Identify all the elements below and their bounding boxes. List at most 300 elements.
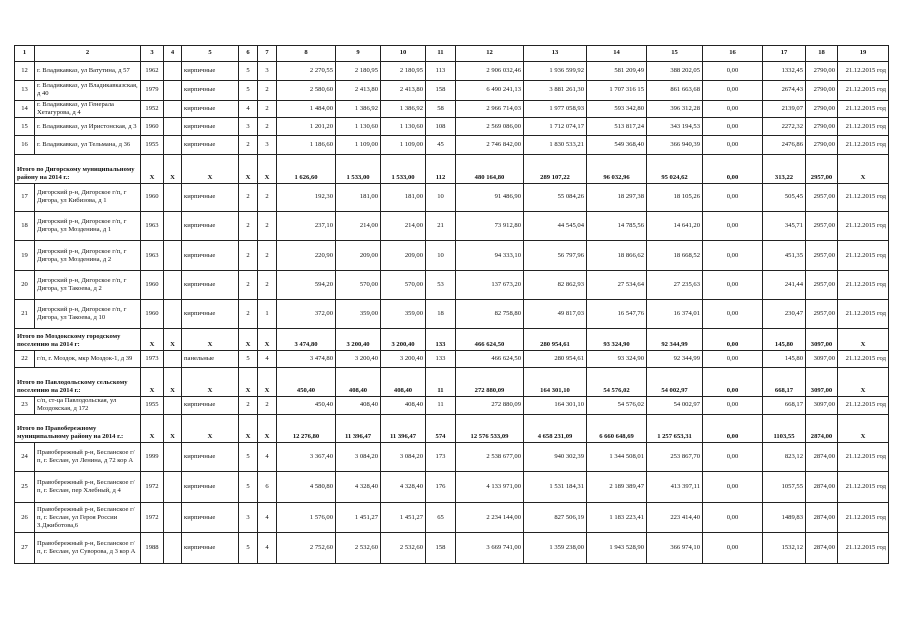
table-cell: 0,00 [703, 136, 763, 155]
table-cell: 2 [258, 183, 277, 211]
address-cell: Дигорский р-н, Дигорское г/п, г Дигора, ул Мозденина, д 2 [35, 241, 141, 270]
table-cell: 408,40 [336, 368, 381, 396]
table-cell: 95 024,62 [647, 155, 703, 183]
table-cell: 164 301,10 [524, 396, 587, 414]
table-cell: 241,44 [763, 270, 806, 299]
table-cell: 0,00 [703, 183, 763, 211]
table-cell: 0,00 [703, 300, 763, 328]
table-cell: 12 576 533,09 [456, 414, 524, 442]
table-cell: 21.12.2015 год [838, 241, 889, 270]
table-cell: 3097,00 [806, 368, 838, 396]
column-number: 18 [806, 46, 838, 62]
table-cell: 1 130,60 [336, 118, 381, 136]
table-cell: 2 270,55 [277, 61, 336, 80]
row-number: 17 [15, 183, 35, 211]
table-cell: 145,80 [763, 328, 806, 350]
row-number: 21 [15, 300, 35, 328]
table-cell: 3 474,80 [277, 328, 336, 350]
row-number: 15 [15, 118, 35, 136]
table-cell: 223 414,40 [647, 502, 703, 532]
table-cell: 272 880,09 [456, 368, 524, 396]
table-cell: 1 201,20 [277, 118, 336, 136]
row-number: 22 [15, 350, 35, 368]
table-cell: 2874,00 [806, 414, 838, 442]
table-cell: 2 189 389,47 [587, 472, 647, 502]
table-cell [164, 211, 182, 240]
table-cell: 1 186,60 [277, 136, 336, 155]
table-cell: кирпичные [182, 396, 239, 414]
table-cell: кирпичные [182, 100, 239, 118]
table-cell: X [182, 328, 239, 350]
table-cell: 2874,00 [806, 502, 838, 532]
table-row [15, 300, 889, 328]
table-cell: 2874,00 [806, 443, 838, 472]
table-cell [164, 502, 182, 532]
table-cell: 0,00 [703, 211, 763, 240]
table-row [15, 350, 889, 368]
table-row [15, 136, 889, 155]
table-cell: 280 954,61 [524, 350, 587, 368]
table-row [15, 100, 889, 118]
table-cell: 181,00 [381, 183, 426, 211]
table-cell: 230,47 [763, 300, 806, 328]
row-number: 12 [15, 61, 35, 80]
table-cell: 2957,00 [806, 300, 838, 328]
table-cell: 2 413,80 [381, 80, 426, 100]
table-cell: 92 344,99 [647, 328, 703, 350]
address-cell: г. Владикавказ, ул Иристонская, д 3 [35, 118, 141, 136]
table-cell: кирпичные [182, 80, 239, 100]
table-cell: 2957,00 [806, 211, 838, 240]
row-number: 27 [15, 533, 35, 564]
table-cell: 574 [426, 414, 456, 442]
table-cell: кирпичные [182, 211, 239, 240]
table-cell: 668,17 [763, 368, 806, 396]
table-cell: 3 [258, 136, 277, 155]
table-cell: 21.12.2015 год [838, 211, 889, 240]
table-cell: 3 [239, 502, 258, 532]
table-cell: 44 545,04 [524, 211, 587, 240]
table-cell: панельные [182, 350, 239, 368]
table-cell: X [838, 328, 889, 350]
table-cell: 4 [258, 502, 277, 532]
table-cell: 1955 [141, 136, 164, 155]
table-cell: 0,00 [703, 100, 763, 118]
table-cell: 2790,00 [806, 100, 838, 118]
table-cell: 1973 [141, 350, 164, 368]
table-cell: 54 576,02 [587, 368, 647, 396]
subtotal-label: Итого по Моздокскому городскому поселению на 2014 г: [15, 328, 141, 350]
table-cell: 313,22 [763, 155, 806, 183]
table-cell: 1972 [141, 472, 164, 502]
table-cell [164, 472, 182, 502]
table-cell: 3 200,40 [381, 350, 426, 368]
table-cell [164, 136, 182, 155]
table-cell: X [838, 155, 889, 183]
table-cell: 1 257 653,31 [647, 414, 703, 442]
table-cell: 0,00 [703, 328, 763, 350]
table-cell: 1 626,60 [277, 155, 336, 183]
table-cell: 1962 [141, 61, 164, 80]
table-cell: 5 [239, 472, 258, 502]
table-cell: 513 817,24 [587, 118, 647, 136]
table-cell: 2 [258, 118, 277, 136]
table-cell: 3 367,40 [277, 443, 336, 472]
table-cell [164, 396, 182, 414]
table-cell: кирпичные [182, 472, 239, 502]
row-number: 13 [15, 80, 35, 100]
address-cell: Дигорский р-н, Дигорское г/п, г Дигора, ул Такоева, д 10 [35, 300, 141, 328]
table-cell: 54 002,97 [647, 368, 703, 396]
table-cell: 2874,00 [806, 472, 838, 502]
table-cell: 1963 [141, 241, 164, 270]
table-cell: 2476,86 [763, 136, 806, 155]
table-cell: 3 474,80 [277, 350, 336, 368]
table-cell: X [141, 414, 164, 442]
table-cell: 21.12.2015 год [838, 136, 889, 155]
table-cell: 14 785,56 [587, 211, 647, 240]
table-cell: 2790,00 [806, 61, 838, 80]
table-cell: 237,10 [277, 211, 336, 240]
table-cell: кирпичные [182, 270, 239, 299]
subtotal-row [15, 328, 889, 350]
table-cell: 10 [426, 241, 456, 270]
table-cell: 0,00 [703, 396, 763, 414]
table-row [15, 211, 889, 240]
table-cell: 4 [258, 350, 277, 368]
table-cell: X [164, 368, 182, 396]
table-cell: 6 490 241,13 [456, 80, 524, 100]
table-cell: 396 312,28 [647, 100, 703, 118]
table-cell: 359,00 [381, 300, 426, 328]
table-cell: кирпичные [182, 118, 239, 136]
table-cell: X [838, 368, 889, 396]
table-cell: 0,00 [703, 533, 763, 564]
table-cell: 27 534,64 [587, 270, 647, 299]
table-cell [164, 61, 182, 80]
column-number: 1 [15, 46, 35, 62]
table-cell: 2 180,95 [381, 61, 426, 80]
table-cell: 6 660 648,69 [587, 414, 647, 442]
table-cell: 2 [239, 270, 258, 299]
table-cell: 1979 [141, 80, 164, 100]
table-cell: 1 344 508,01 [587, 443, 647, 472]
table-cell: X [182, 368, 239, 396]
table-cell: 11 396,47 [336, 414, 381, 442]
table-cell: 209,00 [381, 241, 426, 270]
table-cell: X [258, 414, 277, 442]
table-cell: 450,40 [277, 368, 336, 396]
table-cell: 289 107,22 [524, 155, 587, 183]
table-cell: 3 084,20 [336, 443, 381, 472]
table-cell: 21.12.2015 год [838, 300, 889, 328]
subtotal-label: Итого по Дигорскому муниципальному району на 2014 г.: [15, 155, 141, 183]
table-cell: 0,00 [703, 414, 763, 442]
table-cell: 1 531 184,31 [524, 472, 587, 502]
table-cell: 272 880,09 [456, 396, 524, 414]
table-cell: 466 624,50 [456, 328, 524, 350]
table-cell: 2957,00 [806, 183, 838, 211]
housing-repair-table [14, 45, 889, 564]
table-row [15, 183, 889, 211]
table-cell: 505,45 [763, 183, 806, 211]
table-cell: 21.12.2015 год [838, 100, 889, 118]
table-row [15, 241, 889, 270]
table-cell: 1 707 316 15 [587, 80, 647, 100]
table-cell: кирпичные [182, 183, 239, 211]
table-cell: 2 180,95 [336, 61, 381, 80]
table-cell: 45 [426, 136, 456, 155]
row-number: 14 [15, 100, 35, 118]
table-cell: 2957,00 [806, 270, 838, 299]
table-cell: X [141, 328, 164, 350]
table-cell: 65 [426, 502, 456, 532]
table-cell: 14 641,20 [647, 211, 703, 240]
table-cell: 1 386,92 [336, 100, 381, 118]
table-cell: X [164, 155, 182, 183]
table-cell: 1 183 223,41 [587, 502, 647, 532]
table-cell: 2 413,80 [336, 80, 381, 100]
table-cell: 1988 [141, 533, 164, 564]
column-number: 9 [336, 46, 381, 62]
table-cell: X [258, 328, 277, 350]
column-number: 11 [426, 46, 456, 62]
address-cell: Дигорский р-н, Дигорское г/п, г Дигора, ул Кибизова, д 1 [35, 183, 141, 211]
table-row [15, 118, 889, 136]
column-number: 10 [381, 46, 426, 62]
table-row [15, 270, 889, 299]
table-cell: X [239, 414, 258, 442]
table-cell [164, 270, 182, 299]
table-cell: X [141, 368, 164, 396]
row-number: 24 [15, 443, 35, 472]
table-cell: 18 297,38 [587, 183, 647, 211]
table-cell: 0,00 [703, 241, 763, 270]
table-cell: 372,00 [277, 300, 336, 328]
table-cell: 3097,00 [806, 396, 838, 414]
table-cell: 11 396,47 [381, 414, 426, 442]
table-cell: 5 [239, 533, 258, 564]
table-cell: 0,00 [703, 61, 763, 80]
column-number: 15 [647, 46, 703, 62]
table-cell: 408,40 [381, 368, 426, 396]
table-cell: 466 624,50 [456, 350, 524, 368]
table-cell: 593 342,80 [587, 100, 647, 118]
table-cell: 1 109,00 [381, 136, 426, 155]
row-number: 18 [15, 211, 35, 240]
table-cell: 1 359 238,00 [524, 533, 587, 564]
table-cell: 94 333,10 [456, 241, 524, 270]
table-cell: 2139,07 [763, 100, 806, 118]
column-number: 6 [239, 46, 258, 62]
table-cell: 3 669 741,00 [456, 533, 524, 564]
table-cell: 1 386,92 [381, 100, 426, 118]
table-cell: 82 758,80 [456, 300, 524, 328]
table-cell: 2 [258, 241, 277, 270]
table-cell: 1532,12 [763, 533, 806, 564]
table-cell: 0,00 [703, 472, 763, 502]
table-cell: кирпичные [182, 533, 239, 564]
table-cell: 2 752,60 [277, 533, 336, 564]
table-cell: 570,00 [381, 270, 426, 299]
table-cell: 18 [426, 300, 456, 328]
table-cell: 2 [258, 211, 277, 240]
table-cell: 1 936 599,92 [524, 61, 587, 80]
table-cell: 3097,00 [806, 328, 838, 350]
table-cell: 0,00 [703, 350, 763, 368]
table-row [15, 472, 889, 502]
table-cell: 11 [426, 396, 456, 414]
table-cell: 164 301,10 [524, 368, 587, 396]
table-cell: 4 133 971,00 [456, 472, 524, 502]
column-number: 19 [838, 46, 889, 62]
column-number: 16 [703, 46, 763, 62]
column-number: 17 [763, 46, 806, 62]
table-cell: 5 [239, 443, 258, 472]
table-cell: 1955 [141, 396, 164, 414]
table-cell: 3097,00 [806, 350, 838, 368]
table-cell: 1 977 058,93 [524, 100, 587, 118]
table-row [15, 533, 889, 564]
table-cell: 137 673,20 [456, 270, 524, 299]
address-cell: г. Владикавказ, ул Тельмана, д 36 [35, 136, 141, 155]
table-cell: 1 130,60 [381, 118, 426, 136]
table-cell: 1057,55 [763, 472, 806, 502]
table-cell: X [239, 368, 258, 396]
table-cell: 181,00 [336, 183, 381, 211]
table-cell: 1 576,00 [277, 502, 336, 532]
table-cell: 82 862,93 [524, 270, 587, 299]
table-cell: 2 [239, 136, 258, 155]
table-cell: 4 [239, 100, 258, 118]
table-cell: 158 [426, 533, 456, 564]
table-cell: 54 576,02 [587, 396, 647, 414]
table-cell: 570,00 [336, 270, 381, 299]
table-cell: X [182, 414, 239, 442]
table-cell: 408,40 [336, 396, 381, 414]
table-cell [164, 118, 182, 136]
table-cell: 668,17 [763, 396, 806, 414]
table-cell: X [838, 414, 889, 442]
table-cell: 21.12.2015 год [838, 443, 889, 472]
table-cell: 2957,00 [806, 241, 838, 270]
table-cell [164, 241, 182, 270]
table-cell: 3 200,40 [336, 350, 381, 368]
table-cell: 2 746 842,00 [456, 136, 524, 155]
table-cell: 2 [239, 183, 258, 211]
table-cell: 56 797,96 [524, 241, 587, 270]
table-cell [164, 183, 182, 211]
table-cell: 823,12 [763, 443, 806, 472]
table-row [15, 80, 889, 100]
table-cell: 173 [426, 443, 456, 472]
table-cell: X [164, 414, 182, 442]
table-cell: 108 [426, 118, 456, 136]
table-cell: кирпичные [182, 61, 239, 80]
table-cell: 192,30 [277, 183, 336, 211]
table-cell: 2 [258, 396, 277, 414]
table-cell: 112 [426, 155, 456, 183]
table-cell: 253 867,70 [647, 443, 703, 472]
row-number: 23 [15, 396, 35, 414]
table-cell: 861 663,68 [647, 80, 703, 100]
table-cell: 133 [426, 328, 456, 350]
table-cell: 1999 [141, 443, 164, 472]
table-cell: 940 302,39 [524, 443, 587, 472]
row-number: 20 [15, 270, 35, 299]
column-number: 8 [277, 46, 336, 62]
row-number: 19 [15, 241, 35, 270]
column-number: 13 [524, 46, 587, 62]
table-cell: 21.12.2015 год [838, 80, 889, 100]
address-cell: Правобережный р-н, Бесланское г/п, г. Беслан, пер Хлебный, д 4 [35, 472, 141, 502]
table-cell: 2 [239, 396, 258, 414]
row-number: 25 [15, 472, 35, 502]
table-cell: 93 324,90 [587, 328, 647, 350]
table-cell: X [141, 155, 164, 183]
table-cell: 1 451,27 [336, 502, 381, 532]
column-number-row [15, 46, 889, 62]
table-cell: 4 328,40 [381, 472, 426, 502]
table-cell: 96 032,96 [587, 155, 647, 183]
table-cell: 1 451,27 [381, 502, 426, 532]
table-cell: 2874,00 [806, 533, 838, 564]
table-cell: 594,20 [277, 270, 336, 299]
table-cell: 2790,00 [806, 118, 838, 136]
table-cell: 0,00 [703, 155, 763, 183]
table-cell: 4 [258, 443, 277, 472]
address-cell: Дигорский р-н, Дигорское г/п, г Дигора, ул Такоева, д 2 [35, 270, 141, 299]
address-cell: Правобережный р-н, Бесланское г/п, г. Беслан, ул Героя России З.Джиботова,6 [35, 502, 141, 532]
table-cell: 21.12.2015 год [838, 502, 889, 532]
table-cell: 1 533,00 [381, 155, 426, 183]
table-cell: 2 [258, 100, 277, 118]
table-cell: 0,00 [703, 118, 763, 136]
table-cell: 18 866,62 [587, 241, 647, 270]
table-cell: кирпичные [182, 443, 239, 472]
table-cell: 388 202,05 [647, 61, 703, 80]
table-cell: 2 234 144,00 [456, 502, 524, 532]
address-cell: г/п, г. Моздок, мкр Моздок-1, д 39 [35, 350, 141, 368]
table-cell: 1972 [141, 502, 164, 532]
address-cell: Правобережный р-н, Бесланское г/п, г. Беслан, ул Ленина, д 72 кор А [35, 443, 141, 472]
subtotal-row [15, 368, 889, 396]
table-cell: 113 [426, 61, 456, 80]
table-cell: 345,71 [763, 211, 806, 240]
table-cell: 2 [258, 270, 277, 299]
table-cell: 549 368,40 [587, 136, 647, 155]
column-number: 14 [587, 46, 647, 62]
table-cell [164, 443, 182, 472]
table-cell: 2272,32 [763, 118, 806, 136]
subtotal-label: Итого по Павлодольскому сельскому поселению на 2014 г.: [15, 368, 141, 396]
table-cell: 214,00 [336, 211, 381, 240]
table-cell: 21.12.2015 год [838, 270, 889, 299]
table-cell: 55 084,26 [524, 183, 587, 211]
table-cell: 0,00 [703, 502, 763, 532]
subtotal-label: Итого по Правобережному муниципальному району на 2014 г.: [15, 414, 141, 442]
table-cell: 145,80 [763, 350, 806, 368]
subtotal-row [15, 414, 889, 442]
row-number: 26 [15, 502, 35, 532]
table-cell: 1960 [141, 183, 164, 211]
table-cell: 2 [239, 211, 258, 240]
table-cell: 2 [239, 241, 258, 270]
table-cell: 21.12.2015 год [838, 350, 889, 368]
column-number: 2 [35, 46, 141, 62]
table-cell: X [239, 328, 258, 350]
table-cell: 21 [426, 211, 456, 240]
